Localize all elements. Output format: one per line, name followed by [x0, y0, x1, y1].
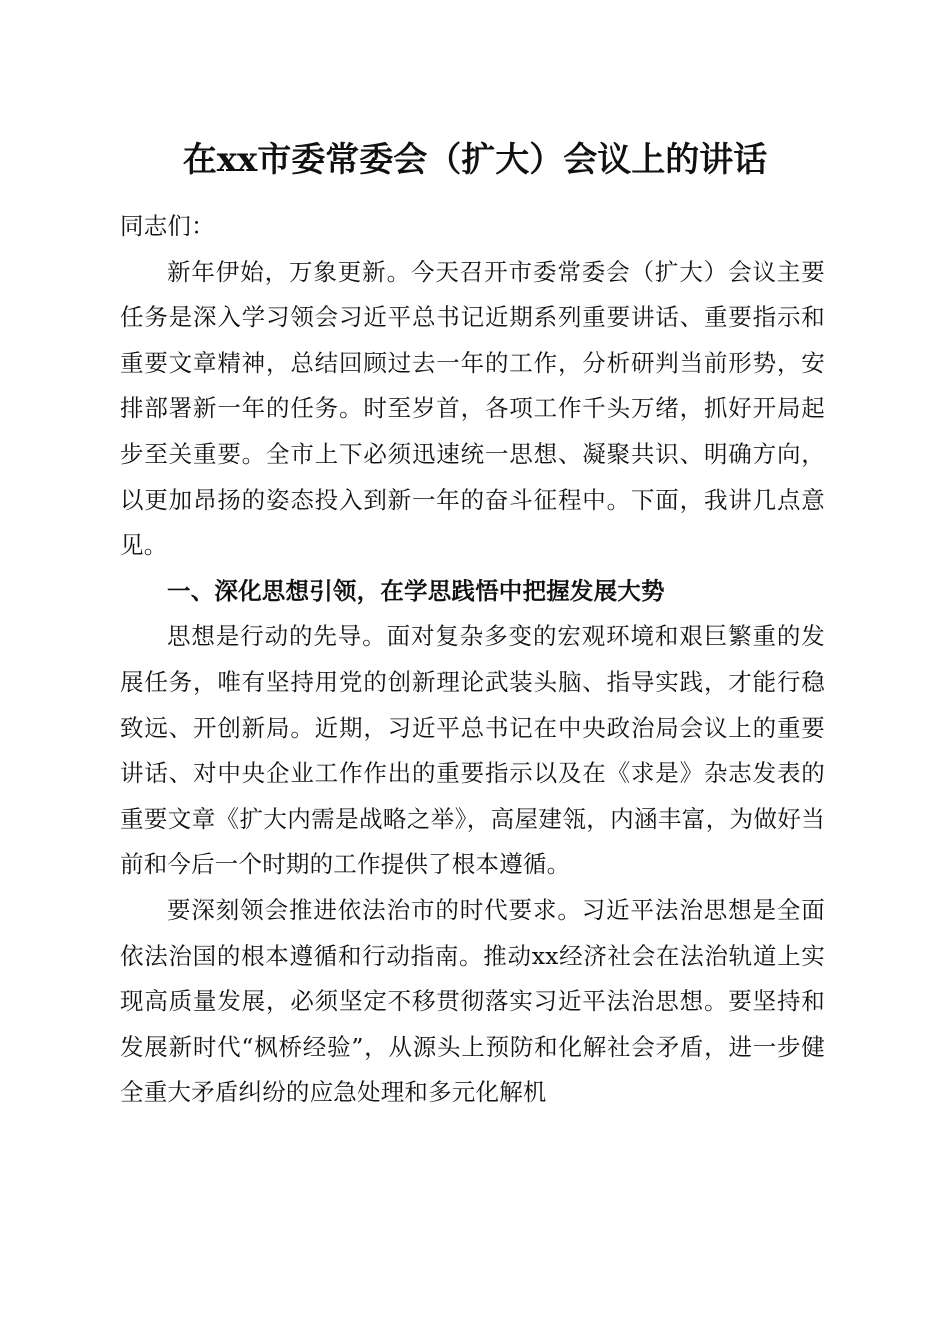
- section1-paragraph-1: 思想是行动的先导。面对复杂多变的宏观环境和艰巨繁重的发展任务，唯有坚持用党的创新理论武装头脑、指导实践，才能行稳致远、开创新局。近期，习近平总书记在中央政治局会议上的重要讲话、对中央企业工作作出的重要指示以及在《求是》杂志发表的重要文章《扩大内需是战略之举》，高屋建瓴，内涵丰富，为做好当前和今后一个时期的工作提供了根本遵循。: [120, 622, 825, 879]
- salutation: 同志们：: [120, 212, 215, 240]
- intro-paragraph: 新年伊始，万象更新。今天召开市委常委会（扩大）会议主要任务是深入学习领会习近平总书记近期系列重要讲话、重要指示和重要文章精神，总结回顾过去一年的工作，分析研判当前形势，安排部署新一年的任务。时至岁首，各项工作千头万绪，抓好开局起步至关重要。全市上下必须迅速统一思想、凝聚共识、明确方向，以更加昂扬的姿态投入到新一年的奋斗征程中。下面，我讲几点意见。: [120, 257, 825, 560]
- section1-paragraph-2: 要深刻领会推进依法治市的时代要求。习近平法治思想是全面依法治国的根本遵循和行动指南。推动xx经济社会在法治轨道上实现高质量发展，必须坚定不移贯彻落实习近平法治思想。要坚持和发展新时代“枫桥经验”，从源头上预防和化解社会矛盾，进一步健全重大矛盾纠纷的应急处理和多元化解机: [120, 895, 825, 1107]
- section-heading-1: 一、深化思想引领，在学思践悟中把握发展大势: [167, 576, 665, 605]
- document-body: [120, 204, 825, 1116]
- document-title: 在xx市委常委会（扩大）会议上的讲话: [182, 140, 768, 180]
